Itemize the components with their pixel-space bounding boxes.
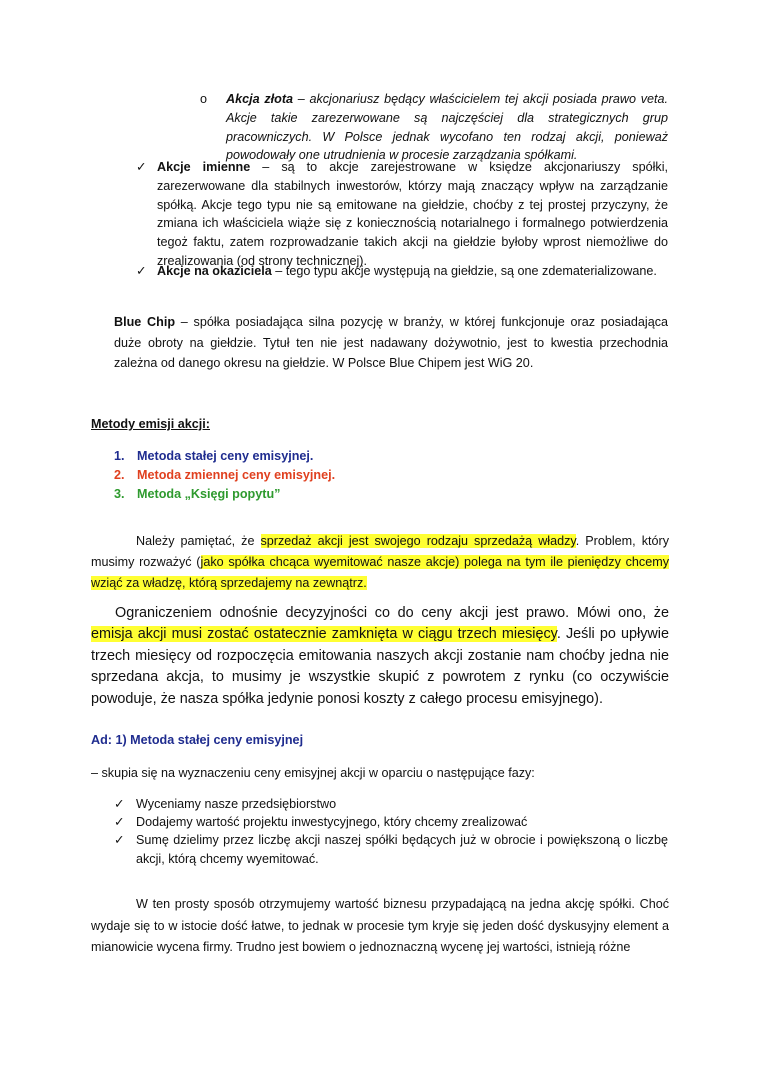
highlighted-text: emisja akcji musi zostać ostatecznie zamknięta w ciągu trzech miesięcy <box>91 626 557 643</box>
method-number: 1. <box>114 449 125 463</box>
check-item-term: Akcje imienne <box>157 160 251 174</box>
paragraph-text: . Problem, który musimy rozważyć ( <box>91 534 669 569</box>
final-paragraph: W ten prosty sposób otrzymujemy wartość biznesu przypadającą na jedna akcję spółki. Choć wydaje się to w istocie dość łatwe, to jednak w procesie tym kryje się jeden dość dyskusyjny element a mianowicie wycena firmy. Trudno jest bowiem o jednoznaczną wycenę jej wartości, istnieją różne <box>91 897 669 954</box>
highlighted-text: jako spółka chcąca wyemitować nasze akcje) polega na tym ile pieniędzy chcemy wziąć za władzę, którą sprzedajemy na zewnątrz. <box>91 554 669 590</box>
blue-chip-paragraph <box>114 312 668 374</box>
paragraph-text: Ograniczeniem odnośnie decyzyjności co do ceny akcji jest prawo. Mówi ono, że <box>115 605 669 621</box>
ad1-heading: Ad: 1) Metoda stałej ceny emisyjnej <box>91 733 304 747</box>
blue-chip-text: – spółka posiadająca silna pozycję w branży, w której funkcjonuje oraz posiadająca duże obroty na giełdzie. Tytuł ten nie jest nadawany dożywotnio, jest to kwestia przechodnia zależna od danego okresu na giełdzie. W Polsce Blue Chipem jest WiG 20. <box>114 315 668 370</box>
methods-heading: Metody emisji akcji: <box>91 417 210 431</box>
check-item-akcje-imienne <box>157 158 668 271</box>
checkmark-icon: ✓ <box>136 160 147 174</box>
check-item-text: – tego typu akcje występują na giełdzie, są one zdematerializowane. <box>271 264 657 278</box>
paragraph-text: Należy pamiętać, że <box>136 534 261 548</box>
method-label: Metoda stałej ceny emisyjnej. <box>137 449 314 463</box>
method-label: Metoda „Księgi popytu” <box>137 487 281 501</box>
check-item-akcje-na-okaziciela <box>157 262 677 281</box>
method-item-2 <box>114 466 335 485</box>
phase-item-1: Wyceniamy nasze przedsiębiorstwo <box>136 797 337 811</box>
method-number: 3. <box>114 487 125 501</box>
paragraph-text: . Jeśli po upływie trzech miesięcy od rozpoczęcia emitowania naszych akcji zostanie nam choćby jedna nie sprzedana akcja, to musimy je wszystkie skupić z powrotem z rynku (co oczywiście powoduje, że nasza spółka jedynie ponosi koszty z całego procesu emisyjnego). <box>91 626 669 707</box>
circle-bullet-icon: o <box>200 92 208 106</box>
method-number: 2. <box>114 468 125 482</box>
checkmark-icon: ✓ <box>114 833 125 847</box>
check-item-text: – są to akcje zarejestrowane w księdze akcjonariuszy spółki, zarezerwowane dla stabilnych inwestorów, którzy mają znaczący wpływ na zarządzanie spółką. Akcje tego typu nie są emitowane na giełdzie, choćby z tej prostej przyczyny, że zmiana ich właściciela wiąże się z koniecznością notarialnego i formalnego potwierdzenia tegoż faktu, zatem rozprowadzanie takich akcji na giełdzie byłoby wprost niemożliwe do zrealizowania (od strony technicznej). <box>157 160 669 268</box>
power-sale-paragraph <box>91 531 669 593</box>
checkmark-icon: ✓ <box>136 264 147 278</box>
sub-bullet-text: – akcjonariusz będący właścicielem tej akcji posiada prawo veta. Akcje takie zarezerwowane są najczęściej dla strategicznych grup pracowniczych. W Polsce jednak wycofano ten rodzaj akcji, ponieważ powodowały one utrudnienia w procesie zarządzania spółkami. <box>226 92 668 163</box>
checkmark-icon: ✓ <box>114 797 125 811</box>
sub-bullet-akcja-zlota <box>226 90 668 165</box>
ad1-intro: – skupia się na wyznaczeniu ceny emisyjnej akcji w oparciu o następujące fazy: <box>91 766 535 780</box>
phase-item-2: Dodajemy wartość projektu inwestycyjnego, który chcemy zrealizować <box>136 815 528 829</box>
method-item-3 <box>114 485 280 504</box>
checkmark-icon: ✓ <box>114 815 125 829</box>
check-item-term: Akcje na okaziciela <box>157 264 272 278</box>
blue-chip-term: Blue Chip <box>114 315 176 329</box>
sub-bullet-term: Akcja złota <box>226 92 294 106</box>
law-limit-paragraph <box>91 603 669 710</box>
method-label: Metoda zmiennej ceny emisyjnej. <box>137 468 336 482</box>
highlighted-text: sprzedaż akcji jest swojego rodzaju sprzedażą władzy <box>260 534 576 548</box>
phase-item-3: Sumę dzielimy przez liczbę akcji naszej spółki będących już w obrocie i powiększoną o liczbę akcji, którą chcemy wyemitować. <box>136 833 668 866</box>
method-item-1 <box>114 447 313 466</box>
